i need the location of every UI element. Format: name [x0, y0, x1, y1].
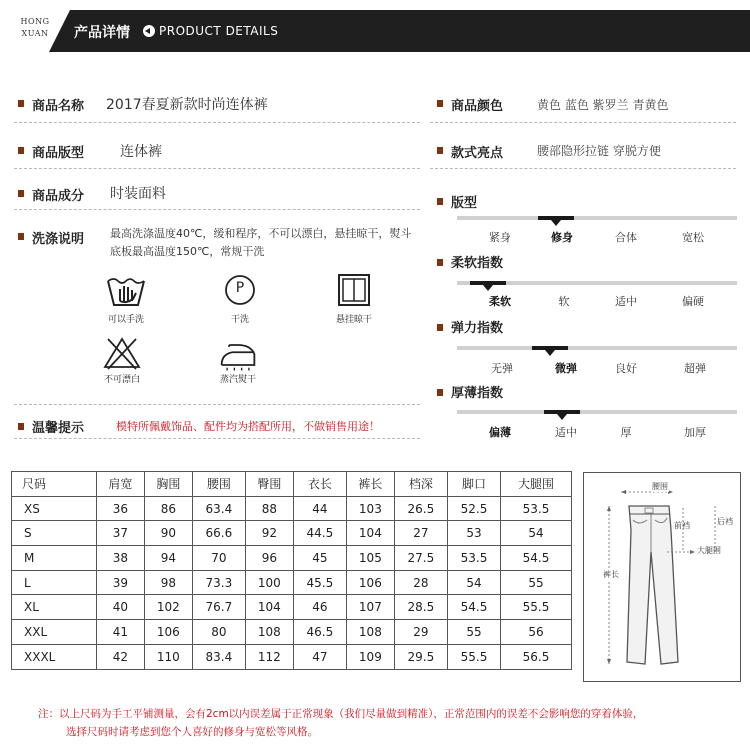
play-arrow-icon — [143, 25, 155, 37]
elasticity-option-0: 无弹 — [491, 362, 513, 375]
table-row — [12, 595, 572, 620]
measurement-cell: 110 — [144, 644, 192, 669]
wash-label: 洗涤说明 — [32, 232, 85, 247]
measurement-cell: 102 — [144, 595, 192, 620]
fit-option-2: 合体 — [615, 231, 637, 244]
no-bleach-label: 不可漂白 — [103, 375, 140, 385]
fit-option-3: 宽松 — [682, 231, 704, 244]
color-value: 黄色 蓝色 紫罗兰 青黄色 — [537, 98, 669, 112]
measurement-cell: 27.5 — [394, 546, 447, 571]
measurement-cell: 29 — [394, 620, 447, 645]
measurement-cell: 88 — [245, 496, 293, 521]
measurement-cell: 76.7 — [192, 595, 245, 620]
softness-scale-pointer-icon — [483, 285, 493, 291]
pants-outline-icon — [627, 506, 678, 664]
measurement-cell: 47 — [293, 644, 346, 669]
bullet-marker-icon — [437, 389, 443, 396]
column-header: 大腿围 — [501, 472, 572, 497]
elasticity-option-1: 微弹 — [555, 362, 577, 375]
measurement-cell: 53.5 — [501, 496, 572, 521]
attr-label-thickness: 厚薄指数 — [451, 386, 504, 401]
thickness-option-3: 加厚 — [684, 426, 706, 439]
highlight-value: 腰部隐形拉链 穿脱方便 — [537, 144, 661, 158]
footnote-line-1: 注：以上尺码为手工平铺测量，会有2cm以内误差属于正常现象（我们尽量做到精准），正常范围内的误差不会影响您的穿着体验， — [38, 708, 644, 720]
size-cell: XXL — [12, 620, 97, 645]
measurement-cell: 56.5 — [501, 644, 572, 669]
size-table — [11, 471, 572, 670]
measurement-cell: 36 — [96, 496, 144, 521]
no-bleach-icon — [102, 336, 142, 370]
measurement-cell: 83.4 — [192, 644, 245, 669]
tip-text: 模特所佩戴饰品、配件均为搭配所用，不做销售用途！ — [116, 420, 380, 433]
measurement-cell: 70 — [192, 546, 245, 571]
column-header: 脚口 — [447, 472, 500, 497]
brand-logo — [10, 16, 60, 40]
table-row — [12, 570, 572, 595]
table-row — [12, 546, 572, 571]
column-header: 档深 — [394, 472, 447, 497]
measurement-cell: 90 — [144, 521, 192, 546]
dry-clean-glyph: P — [235, 280, 245, 296]
measurement-cell: 42 — [96, 644, 144, 669]
measurement-cell: 28 — [394, 570, 447, 595]
measurement-cell: 52.5 — [447, 496, 500, 521]
thickness-option-2: 厚 — [620, 426, 632, 439]
column-header: 胸围 — [144, 472, 192, 497]
footnote-line-2: 选择尺码时请考虑到您个人喜好的修身与宽松等风格。 — [66, 726, 318, 738]
measurement-cell: 56 — [501, 620, 572, 645]
wash-instructions: 最高洗涤温度40℃，缓和程序，不可以漂白，悬挂晾干，熨斗底板最高温度150℃，常规干洗 — [110, 227, 412, 258]
table-row — [12, 521, 572, 546]
attr-label-softness: 柔软指数 — [451, 256, 504, 271]
section-subtitle: PRODUCT DETAILS — [159, 24, 279, 38]
color-label: 商品颜色 — [451, 99, 504, 114]
measurement-cell: 98 — [144, 570, 192, 595]
measurement-cell: 107 — [346, 595, 394, 620]
tip-label: 温馨提示 — [32, 421, 85, 436]
thickness-option-0: 偏薄 — [489, 426, 511, 439]
size-cell: L — [12, 570, 97, 595]
divider — [14, 209, 420, 210]
softness-option-2: 适中 — [615, 295, 637, 308]
attr-label-fit: 版型 — [451, 196, 478, 211]
measurement-cell: 80 — [192, 620, 245, 645]
measurement-cell: 100 — [245, 570, 293, 595]
elasticity-scale-track — [457, 346, 737, 350]
divider — [14, 404, 420, 405]
product-name-label: 商品名称 — [32, 99, 85, 114]
fit-option-1: 修身 — [551, 231, 573, 244]
table-row — [12, 496, 572, 521]
size-cell: XL — [12, 595, 97, 620]
measurement-cell: 55 — [501, 570, 572, 595]
divider — [14, 122, 420, 123]
measurement-cell: 104 — [245, 595, 293, 620]
measurement-cell: 86 — [144, 496, 192, 521]
product-type-value: 连体裤 — [120, 144, 162, 160]
measurement-cell: 39 — [96, 570, 144, 595]
measurement-cell: 53 — [447, 521, 500, 546]
measurement-cell: 40 — [96, 595, 144, 620]
measurement-cell: 92 — [245, 521, 293, 546]
softness-option-1: 软 — [558, 295, 570, 308]
measurement-cell: 106 — [346, 570, 394, 595]
diagram-back-rise-label: 后裆 — [717, 517, 733, 526]
measurement-cell: 44.5 — [293, 521, 346, 546]
column-header: 臀围 — [245, 472, 293, 497]
column-header: 裤长 — [346, 472, 394, 497]
column-header: 腰围 — [192, 472, 245, 497]
divider — [14, 438, 420, 439]
measurement-cell: 73.3 — [192, 570, 245, 595]
measurement-cell: 45 — [293, 546, 346, 571]
hang-dry-icon — [334, 273, 374, 307]
size-cell: XXXL — [12, 644, 97, 669]
bullet-marker-icon — [18, 423, 24, 430]
hand-wash-icon — [106, 275, 146, 309]
hand-wash-label: 可以手洗 — [107, 315, 144, 325]
elasticity-scale-pointer-icon — [545, 350, 555, 356]
measurement-cell: 37 — [96, 521, 144, 546]
measurement-cell: 46.5 — [293, 620, 346, 645]
measurement-cell: 109 — [346, 644, 394, 669]
column-header: 衣长 — [293, 472, 346, 497]
softness-option-0: 柔软 — [489, 295, 511, 308]
thickness-scale-pointer-icon — [557, 414, 567, 420]
material-value: 时装面料 — [110, 186, 166, 202]
diagram-front-rise-label: 前裆 — [674, 521, 690, 530]
measurement-cell: 46 — [293, 595, 346, 620]
measurement-cell: 28.5 — [394, 595, 447, 620]
bullet-marker-icon — [437, 198, 443, 205]
attr-label-elasticity: 弹力指数 — [451, 321, 504, 336]
diagram-length-label: 裤长 — [603, 570, 619, 579]
measurement-cell: 29.5 — [394, 644, 447, 669]
size-cell: S — [12, 521, 97, 546]
measurement-cell: 66.6 — [192, 521, 245, 546]
measurement-cell: 54.5 — [447, 595, 500, 620]
measurement-cell: 26.5 — [394, 496, 447, 521]
measurement-cell: 55 — [447, 620, 500, 645]
material-label: 商品成分 — [32, 189, 85, 204]
bullet-marker-icon — [18, 147, 24, 154]
measurement-cell: 55.5 — [501, 595, 572, 620]
product-name-value: 2017春夏新款时尚连体裤 — [106, 97, 268, 113]
thickness-option-1: 适中 — [555, 426, 577, 439]
table-row — [12, 644, 572, 669]
measurement-cell: 108 — [346, 620, 394, 645]
measurement-cell: 54 — [447, 570, 500, 595]
diagram-thigh-label: 大腿围 — [697, 546, 721, 555]
measurement-cell: 55.5 — [447, 644, 500, 669]
bullet-marker-icon — [18, 190, 24, 197]
bullet-marker-icon — [437, 259, 443, 266]
logo-line-1: HONG — [20, 17, 50, 26]
hang-dry-label: 悬挂晾干 — [335, 315, 372, 325]
measurement-cell: 38 — [96, 546, 144, 571]
measurement-cell: 63.4 — [192, 496, 245, 521]
steam-iron-label: 蒸汽熨干 — [219, 375, 256, 385]
measurement-cell: 54 — [501, 521, 572, 546]
section-title: 产品详情 — [74, 25, 130, 41]
table-row — [12, 620, 572, 645]
measurement-cell: 54.5 — [501, 546, 572, 571]
bullet-marker-icon — [437, 147, 443, 154]
fit-option-0: 紧身 — [489, 231, 511, 244]
measurement-cell: 108 — [245, 620, 293, 645]
measurement-cell: 44 — [293, 496, 346, 521]
product-type-label: 商品版型 — [32, 146, 85, 161]
bullet-marker-icon — [18, 233, 24, 240]
measurement-cell: 94 — [144, 546, 192, 571]
elasticity-option-2: 良好 — [615, 362, 637, 375]
bullet-marker-icon — [18, 100, 24, 107]
dry-clean-label: 干洗 — [230, 315, 249, 325]
measurement-cell: 41 — [96, 620, 144, 645]
header-bar — [0, 10, 750, 52]
thickness-scale-track — [457, 410, 737, 414]
divider — [14, 168, 420, 169]
divider — [430, 168, 736, 169]
measurement-cell: 53.5 — [447, 546, 500, 571]
column-header: 尺码 — [12, 472, 97, 497]
size-cell: M — [12, 546, 97, 571]
bullet-marker-icon — [437, 100, 443, 107]
column-header: 肩宽 — [96, 472, 144, 497]
measurement-cell: 96 — [245, 546, 293, 571]
bullet-marker-icon — [437, 324, 443, 331]
measurement-cell: 104 — [346, 521, 394, 546]
steam-iron-icon — [218, 338, 258, 372]
logo-line-2: XUAN — [21, 29, 49, 38]
highlight-label: 款式亮点 — [451, 146, 504, 161]
fit-scale-track — [457, 216, 737, 220]
measurement-cell: 106 — [144, 620, 192, 645]
softness-option-3: 偏硬 — [682, 295, 704, 308]
size-cell: XS — [12, 496, 97, 521]
measurement-cell: 45.5 — [293, 570, 346, 595]
divider — [430, 122, 736, 123]
measurement-cell: 105 — [346, 546, 394, 571]
measurement-cell: 103 — [346, 496, 394, 521]
elasticity-option-3: 超弹 — [684, 362, 706, 375]
size-table-header — [12, 472, 572, 497]
diagram-waist-label: 腰围 — [652, 482, 668, 491]
measurement-cell: 27 — [394, 521, 447, 546]
fit-scale-pointer-icon — [551, 220, 561, 226]
measurement-cell: 112 — [245, 644, 293, 669]
